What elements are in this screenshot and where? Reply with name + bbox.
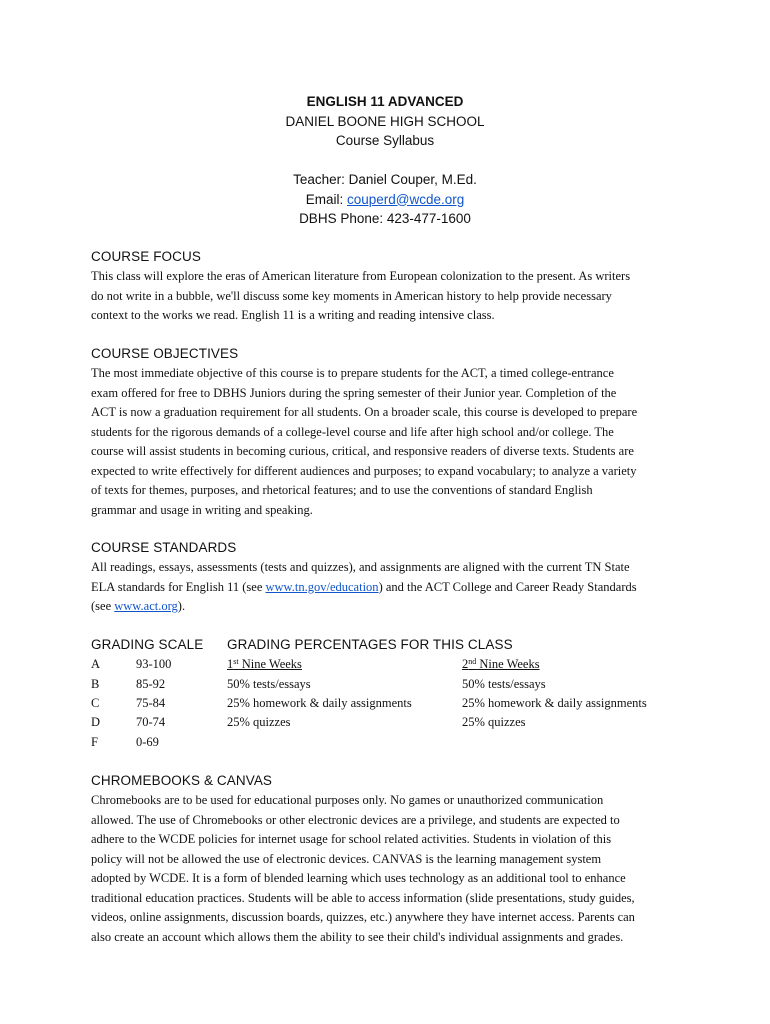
text-line: allowed. The use of Chromebooks or other electronic devices are a privilege, and students are expected to bbox=[91, 812, 620, 827]
text-fragment: (see bbox=[91, 599, 115, 613]
text-line bbox=[91, 578, 683, 598]
grading-percentages-heading: GRADING PERCENTAGES FOR THIS CLASS bbox=[227, 637, 513, 652]
document-type: Course Syllabus bbox=[335, 133, 435, 148]
course-standards-text bbox=[91, 558, 683, 617]
percentage-item: 50% tests/essays bbox=[227, 677, 311, 691]
grade-range: 93-100 bbox=[136, 657, 172, 671]
text-line: adopted by WCDE. It is a form of blended learning which uses technology as an additional tool to enhance bbox=[91, 871, 626, 885]
text-line: All readings, essays, assessments (tests and quizzes), and assignments are aligned with the current TN State bbox=[91, 560, 630, 574]
email-label: Email: bbox=[305, 191, 347, 207]
tn-education-link[interactable]: www.tn.gov/education bbox=[265, 579, 379, 594]
grade-range: 75-84 bbox=[136, 696, 166, 710]
course-objectives-heading: COURSE OBJECTIVES bbox=[91, 346, 239, 361]
text-line: traditional education practices. Students will be able to access information (slide presentations, study guides, bbox=[91, 890, 635, 905]
course-standards-heading: COURSE STANDARDS bbox=[91, 540, 237, 555]
percentage-item: 25% quizzes bbox=[462, 715, 526, 729]
text-line: exam offered for free to DBHS Juniors during the spring semester of their Junior year. Completion of the bbox=[91, 385, 617, 400]
ordinal-suffix: nd bbox=[468, 657, 477, 666]
grade-range: 70-74 bbox=[136, 715, 166, 729]
course-objectives-text bbox=[91, 364, 683, 520]
grade-letter: B bbox=[91, 677, 100, 691]
course-focus-heading: COURSE FOCUS bbox=[91, 249, 201, 264]
text-line: do not write in a bubble, we'll discuss some key moments in American history to help provide necessary bbox=[91, 288, 612, 303]
text-fragment: ) and the ACT College and Career Ready Standards bbox=[378, 579, 637, 594]
chromebooks-canvas-heading: CHROMEBOOKS & CANVAS bbox=[91, 773, 273, 788]
grade-letter: D bbox=[91, 715, 101, 729]
percentage-item: 25% homework & daily assignments bbox=[227, 696, 412, 710]
ordinal-number: 2 bbox=[462, 657, 469, 671]
teacher-name: Teacher: Daniel Couper, M.Ed. bbox=[293, 172, 477, 187]
text-line: students for the rigorous demands of a college-level course and life after high school and/or college. The bbox=[91, 424, 614, 439]
grading-scale-heading: GRADING SCALE bbox=[91, 637, 204, 652]
first-nine-weeks-title bbox=[227, 655, 302, 675]
document-header bbox=[0, 92, 770, 229]
email-line bbox=[0, 190, 770, 210]
text-line: Chromebooks are to be used for educational purposes only. No games or unauthorized communication bbox=[91, 793, 604, 807]
text-line: of texts for themes, purposes, and rhetorical features; and to use the conventions of standard English bbox=[91, 483, 593, 497]
percentage-item: 50% tests/essays bbox=[462, 677, 546, 691]
grade-letter: C bbox=[91, 696, 100, 710]
text-line: policy will not be allowed the use of electronic devices. CANVAS is the learning management system bbox=[91, 851, 602, 866]
period-title: Nine Weeks bbox=[238, 657, 302, 671]
text-line: also create an account which allows them the ability to see their child's individual assignments and grades. bbox=[91, 929, 624, 944]
text-line: adhere to the WCDE policies for internet usage for school related activities. Students in violation of this bbox=[91, 832, 612, 846]
text-line: course will assist students in becoming curious, critical, and responsive readers of diverse texts. Students are bbox=[91, 444, 634, 458]
text-line: This class will explore the eras of American literature from European colonization to the present. As writers bbox=[91, 269, 631, 283]
percentage-item: 25% homework & daily assignments bbox=[462, 696, 647, 710]
ordinal-suffix: st bbox=[233, 657, 239, 666]
text-line: grammar and usage in writing and speaking. bbox=[91, 502, 313, 517]
grade-letter: F bbox=[91, 735, 98, 749]
text-line: expected to write effectively for different audiences and purposes; to expand vocabulary; to analyze a variety bbox=[91, 463, 637, 478]
course-focus-text bbox=[91, 267, 683, 326]
grade-range: 85-92 bbox=[136, 677, 166, 691]
course-title: ENGLISH 11 ADVANCED bbox=[306, 94, 464, 109]
percentage-item: 25% quizzes bbox=[227, 715, 291, 729]
text-fragment: ). bbox=[177, 599, 186, 613]
chromebooks-canvas-text bbox=[91, 791, 683, 947]
school-name: DANIEL BOONE HIGH SCHOOL bbox=[285, 113, 485, 129]
text-fragment: ELA standards for English 11 (see bbox=[91, 579, 266, 594]
ordinal-number: 1 bbox=[227, 657, 234, 671]
period-title: Nine Weeks bbox=[476, 657, 540, 671]
text-line: ACT is now a graduation requirement for all students. On a broader scale, this course is developed to prepare bbox=[91, 405, 638, 419]
grade-range: 0-69 bbox=[136, 735, 159, 749]
text-line: videos, online assignments, discussion boards, quizzes, etc.) anywhere they have internet access. Parents can bbox=[91, 910, 635, 924]
text-line: The most immediate objective of this course is to prepare students for the ACT, a timed college-entrance bbox=[91, 366, 614, 380]
text-line bbox=[91, 597, 683, 617]
grade-letter: A bbox=[91, 657, 101, 671]
act-link[interactable]: www.act.org bbox=[114, 599, 178, 613]
phone-line: DBHS Phone: 423-477-1600 bbox=[299, 211, 471, 226]
text-line: context to the works we read. English 11 is a writing and reading intensive class. bbox=[91, 308, 495, 322]
second-nine-weeks-title bbox=[462, 655, 540, 675]
email-link[interactable]: couperd@wcde.org bbox=[346, 191, 465, 207]
